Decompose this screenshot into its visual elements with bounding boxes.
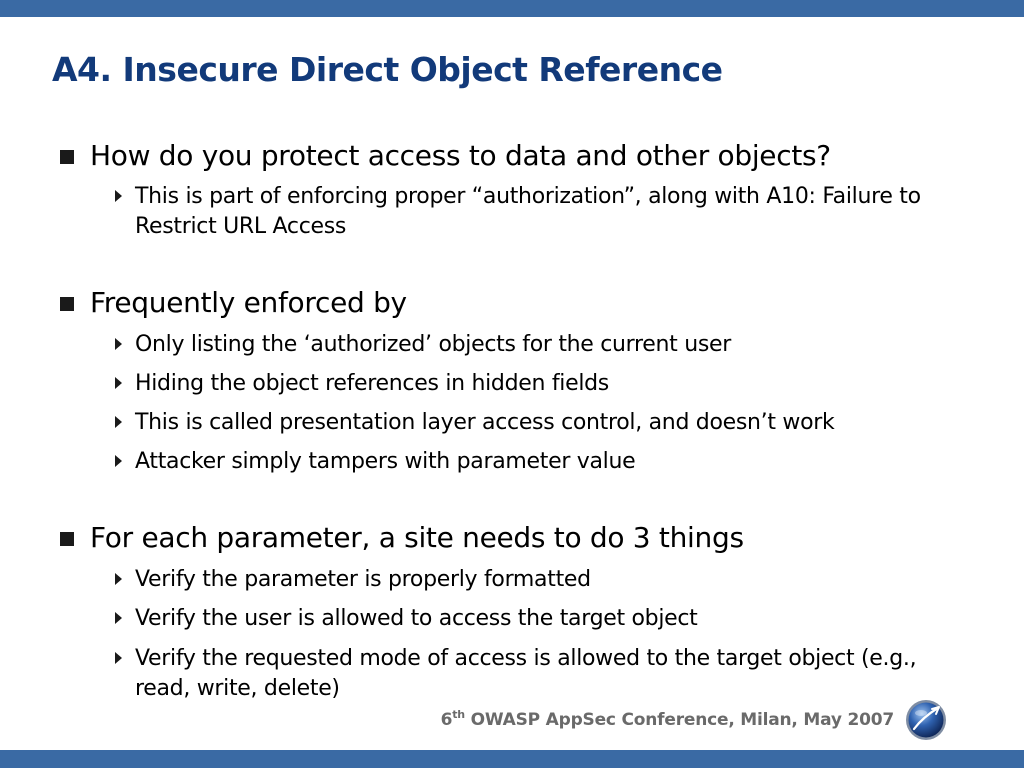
bullet-l1-text: How do you protect access to data and other objects? [90, 139, 831, 172]
bullet-l2-text: Verify the parameter is properly formatted [135, 567, 591, 592]
triangle-bullet-icon [115, 573, 122, 585]
bullet-l2-text: This is part of enforcing proper “authorization”, along with A10: Failure to Restrict URL Access [135, 184, 921, 239]
triangle-bullet-icon [115, 455, 122, 467]
slide-title: A4. Insecure Direct Object Reference [52, 50, 723, 89]
square-bullet-icon [60, 150, 74, 164]
bullet-l2-text: Only listing the ‘authorized’ objects for the current user [135, 332, 731, 357]
triangle-bullet-icon [115, 377, 122, 389]
bullet-l2-text: This is called presentation layer access control, and doesn’t work [135, 410, 835, 435]
bullet-l2-text: Attacker simply tampers with parameter value [135, 449, 636, 474]
triangle-bullet-icon [115, 652, 122, 664]
owasp-globe-logo-icon [905, 699, 947, 741]
square-bullet-icon [60, 297, 74, 311]
bullet-l2-text: Verify the user is allowed to access the target object [135, 606, 698, 631]
bullet-l1-text: For each parameter, a site needs to do 3 things [90, 521, 744, 554]
bullet-l1-text: Frequently enforced by [90, 286, 407, 319]
triangle-bullet-icon [115, 190, 122, 202]
footer-ordinal-suffix: th [452, 708, 465, 721]
bullet-l2-text: Hiding the object references in hidden fields [135, 371, 609, 396]
triangle-bullet-icon [115, 338, 122, 350]
slide-footer [441, 708, 894, 730]
bullet-l2-text: Verify the requested mode of access is allowed to the target object (e.g., read, write, delete) [135, 646, 917, 701]
footer-ordinal-number: 6 [440, 710, 453, 730]
footer-conference-text: OWASP AppSec Conference, Milan, May 2007 [464, 710, 894, 730]
triangle-bullet-icon [115, 416, 122, 428]
square-bullet-icon [60, 532, 74, 546]
triangle-bullet-icon [115, 612, 122, 624]
bottom-accent-bar [0, 750, 1024, 768]
